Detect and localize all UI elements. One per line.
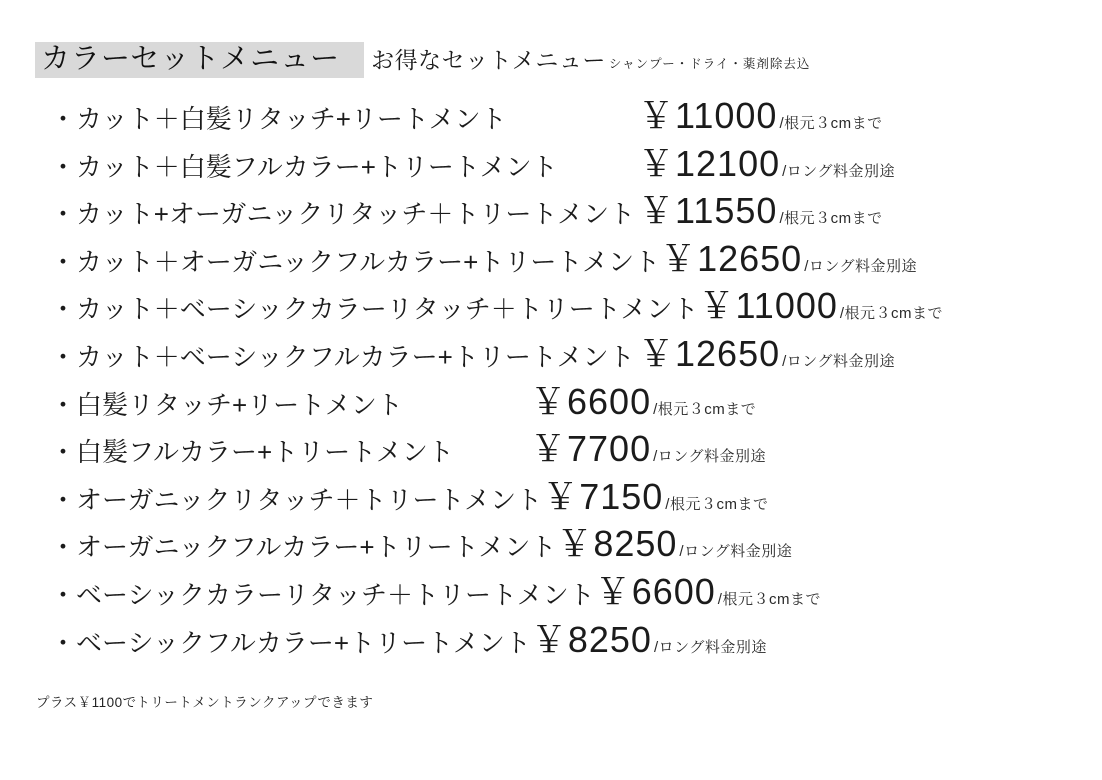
menu-item-row bbox=[50, 374, 1092, 422]
item-name: ・オーガニックフルカラー+トリートメント bbox=[50, 532, 557, 563]
item-name: ・ベーシックフルカラー+トリートメント bbox=[50, 627, 531, 658]
item-note: /根元３cmまで bbox=[665, 495, 769, 513]
item-price: ￥11550 bbox=[638, 190, 778, 232]
item-price: ￥7150 bbox=[542, 475, 664, 517]
item-name: ・カット＋白髪リタッチ+リートメント bbox=[50, 104, 507, 134]
item-price: ￥7700 bbox=[530, 428, 652, 470]
item-note: /根元３cmまで bbox=[779, 115, 883, 132]
menu-item-row bbox=[50, 231, 1092, 279]
item-price: ￥11000 bbox=[698, 285, 838, 327]
item-name: ・カット＋ベーシックフルカラー+トリートメント bbox=[50, 341, 635, 372]
item-name: ・白髪リタッチ+リートメント bbox=[50, 389, 403, 420]
item-note: /根元３cmまで bbox=[839, 305, 944, 323]
menu-list bbox=[50, 88, 1092, 659]
menu-item-row bbox=[50, 183, 1092, 231]
menu-item-row bbox=[50, 469, 1092, 517]
item-note: /ロング料金別途 bbox=[782, 352, 895, 370]
item-note: /根元３cmまで bbox=[653, 400, 757, 418]
menu-item-row bbox=[50, 516, 1092, 564]
menu-item-row bbox=[50, 326, 1092, 374]
item-note: /ロング料金別途 bbox=[653, 638, 767, 656]
item-price: ￥6600 bbox=[530, 380, 652, 422]
item-price: ￥12650 bbox=[638, 332, 781, 374]
item-price: ￥8250 bbox=[530, 618, 652, 660]
item-price: ￥8250 bbox=[556, 523, 678, 565]
item-note: /ロング料金別途 bbox=[782, 162, 895, 180]
menu-item-row bbox=[50, 564, 1092, 612]
item-name: ・カット+オーガニックリタッチ＋トリートメント bbox=[50, 199, 636, 230]
footer-note: プラス￥1100でトリートメントランクアップできます bbox=[36, 695, 374, 710]
menu-item-row bbox=[50, 421, 1092, 469]
item-name: ・カット＋ベーシックカラーリタッチ＋トリートメント bbox=[50, 294, 699, 325]
item-name: ・白髪フルカラー+トリートメント bbox=[50, 437, 454, 468]
item-name: ・オーガニックリタッチ＋トリートメント bbox=[50, 484, 543, 515]
item-note: /ロング料金別途 bbox=[653, 448, 766, 466]
menu-item-row bbox=[50, 278, 1092, 326]
item-note: /ロング料金別途 bbox=[679, 543, 793, 561]
page-header bbox=[35, 42, 810, 78]
item-name: ・カット＋オーガニックフルカラー+トリートメント bbox=[50, 246, 661, 277]
menu-item-row bbox=[50, 612, 1092, 660]
menu-item-row bbox=[50, 136, 1092, 184]
item-name: ・カット＋白髪フルカラー+トリートメント bbox=[50, 151, 558, 182]
item-price: ￥12100 bbox=[638, 142, 781, 184]
item-note: /根元３cmまで bbox=[717, 590, 821, 608]
item-name: ・ベーシックカラーリタッチ＋トリートメント bbox=[50, 579, 595, 610]
item-note: /根元３cmまで bbox=[779, 210, 883, 228]
item-note: /ロング料金別途 bbox=[804, 257, 918, 275]
item-price: ￥11000 bbox=[638, 95, 778, 136]
menu-item-row bbox=[50, 88, 1092, 136]
item-price: ￥6600 bbox=[594, 570, 716, 612]
page-title: カラーセットメニュー bbox=[35, 42, 364, 78]
page-subtitle-note: シャンプー・ドライ・薬剤除去込 bbox=[608, 57, 811, 71]
item-price: ￥12650 bbox=[660, 237, 803, 279]
page-subtitle: お得なセットメニュー bbox=[371, 47, 606, 73]
